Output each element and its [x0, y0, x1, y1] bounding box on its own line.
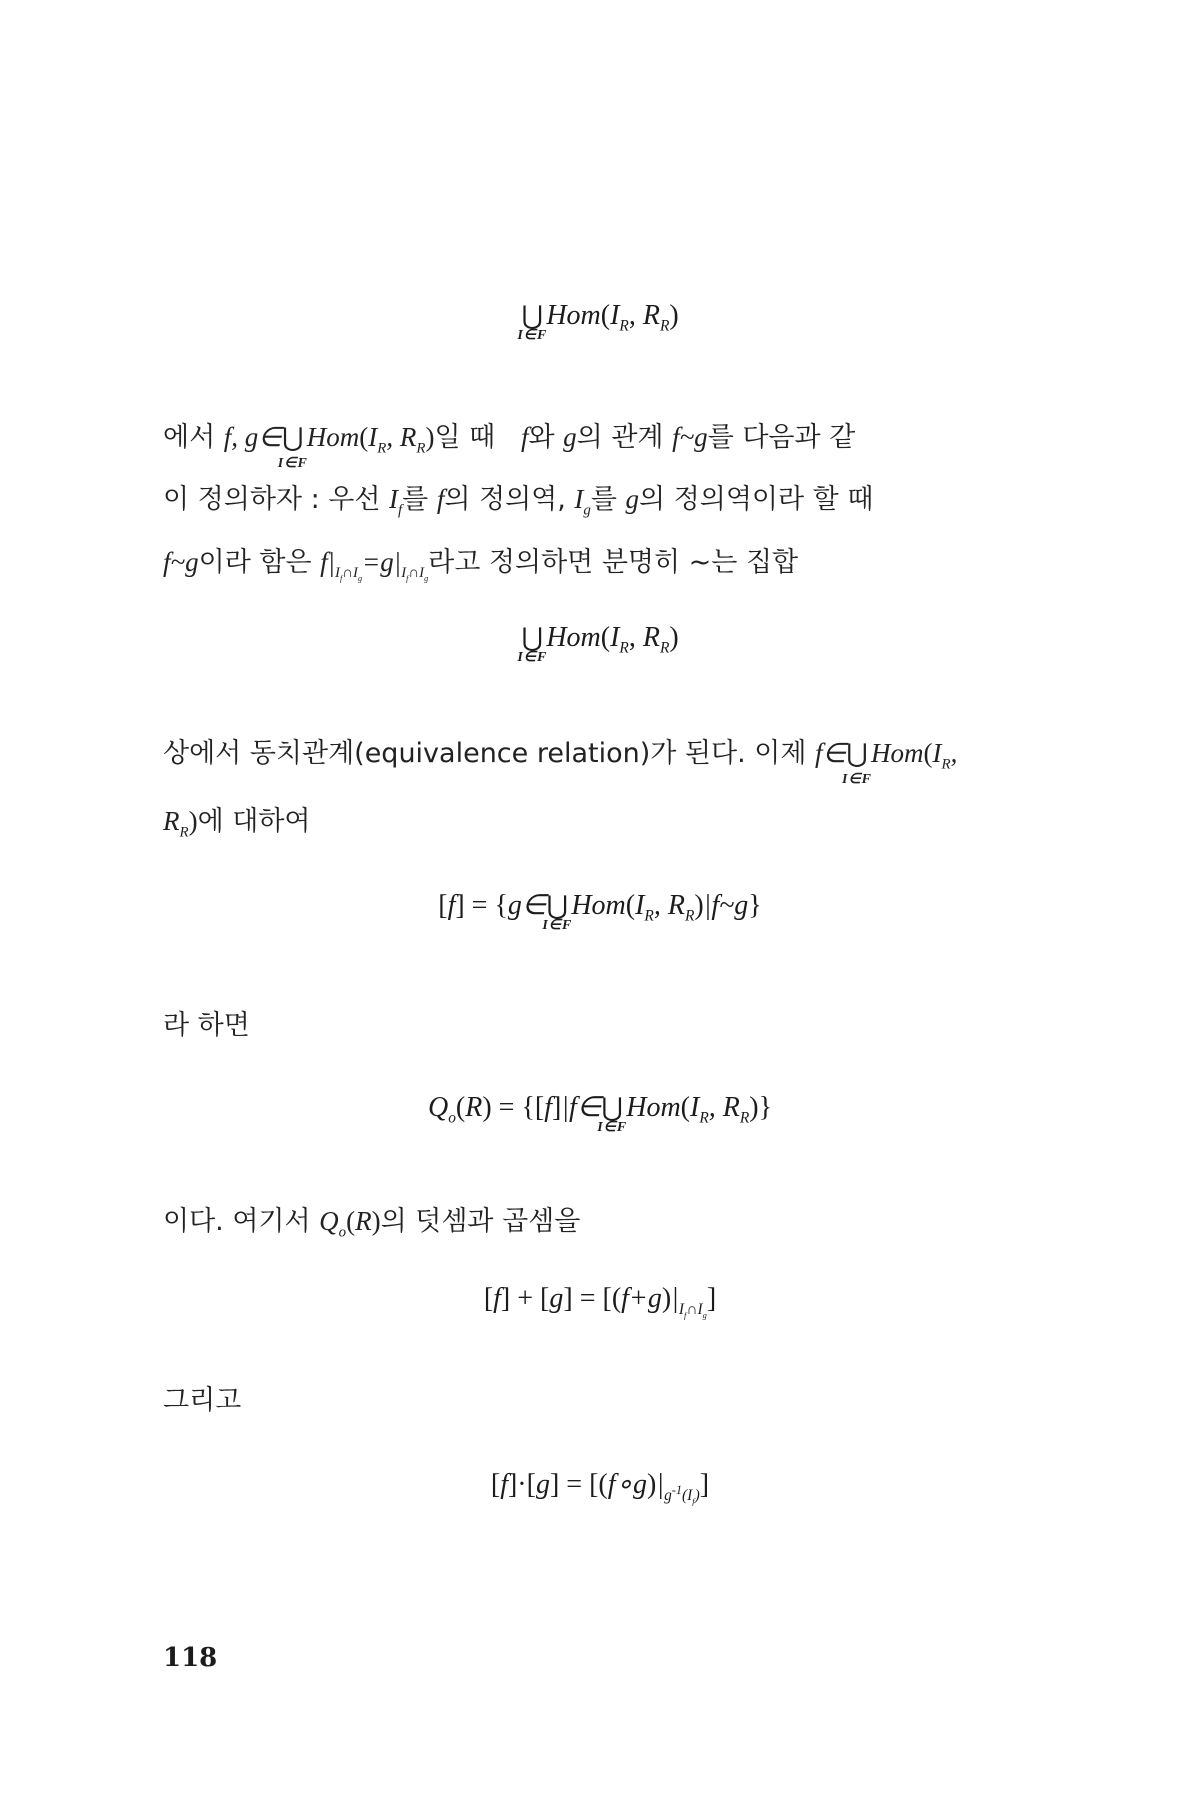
equation-equivalence-class: [f] = {g∈⋃ I∈F $Hom(I_R$, $R_R)|f\sim g$} [438, 890, 762, 933]
equation-addition: $[f] + [g] = [(f+g)|_{I_f\cap I_g}]$ [483, 1283, 717, 1320]
equation-union-hom-1: ⋃ I∈F $Hom(I_R$, $R_R$) [517, 300, 679, 343]
paragraph-operations: 이다. 여기서 $Q_o(R)$의 덧셈과 곱셈을 [163, 1206, 581, 1241]
big-union-symbol: ⋃ I∈F [517, 301, 548, 343]
paragraph-and: 그리고 [163, 1385, 242, 1416]
paragraph-then: 라 하면 [163, 1010, 250, 1041]
para1-line3: f~g이라 함은 $f|_{I_f\cap I_g}=g|_{I_f\cap I_g}$라고 정의하면 분명히 ~는 집합 [163, 546, 799, 584]
equation-union-hom-2: ⋃ I∈F $Hom(I_R$, $R_R$) [517, 622, 679, 665]
paragraph-equivalence: 상에서 동치관계(equivalence relation)가 된다. 이제 f∈⋃ I∈F $Hom(I_R$, $R_R$)에 대하여 [163, 738, 958, 841]
equation-q0: $Q_o(R)$ = {[f]|f∈⋃ I∈F $Hom(I_R$, $R_R$)} [427, 1092, 773, 1135]
page-number: 118 [163, 1643, 218, 1673]
para1-line2: 이 정의하자 : 우선 $I_f$를 f의 정의역, $I_g$를 g의 정의역이라 할 때 [163, 484, 874, 519]
equation-multiplication: $[f]\cdot[g] = [(f\circ g)|_{g^{-1}(I_f)}]$ [490, 1469, 710, 1506]
relation-definition-text: f와 g의 관계 f~g를 다음과 같 [520, 422, 856, 453]
paragraph-definition [163, 412, 1033, 604]
para1-line1: 에서 f, g∈⋃ I∈F $Hom(I_R$, $R_R$)일 때 f와 g의 관계 f~g를 다음과 같 [163, 422, 856, 471]
